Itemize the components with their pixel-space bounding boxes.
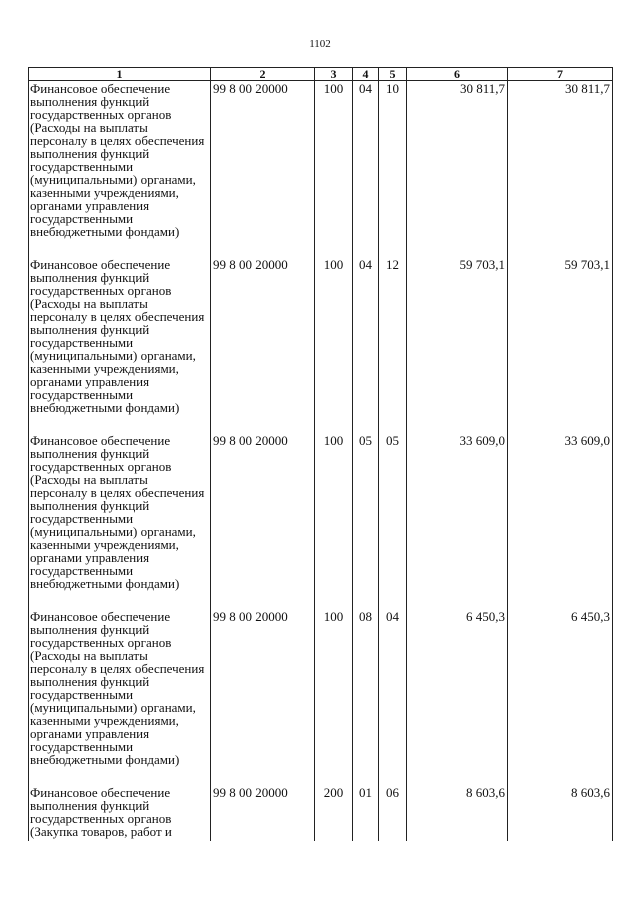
table-row (29, 81, 613, 257)
expense-name: Финансовое обеспечение выполнения функций государственных органов (Расходы на выплаты персоналу в целях обеспечения выполнения функций государственными (муниципальными) органами, казенными учреждениями, органами управления государственными внебюджетными фондами) (29, 433, 211, 609)
amount-col6: 59 703,1 (407, 257, 508, 433)
amount-col7: 8 603,6 (508, 785, 613, 841)
col-header-7: 7 (508, 68, 613, 81)
expense-name: Финансовое обеспечение выполнения функций государственных органов (Расходы на выплаты персоналу в целях обеспечения выполнения функций государственными (муниципальными) органами, казенными учреждениями, органами управления государственными внебюджетными фондами) (29, 257, 211, 433)
header-row (29, 68, 613, 81)
section: 05 (353, 433, 379, 609)
table-row (29, 433, 613, 609)
col-header-3: 3 (315, 68, 353, 81)
section: 08 (353, 609, 379, 785)
amount-col6: 6 450,3 (407, 609, 508, 785)
page-number: 1102 (309, 38, 331, 50)
expense-type: 100 (315, 609, 353, 785)
subsection: 12 (379, 257, 407, 433)
amount-col7: 6 450,3 (508, 609, 613, 785)
subsection: 05 (379, 433, 407, 609)
target-code: 99 8 00 20000 (211, 433, 315, 609)
section: 01 (353, 785, 379, 841)
expense-type: 100 (315, 81, 353, 257)
subsection: 06 (379, 785, 407, 841)
expense-name: Финансовое обеспечение выполнения функций государственных органов (Закупка товаров, работ и (29, 785, 211, 841)
section: 04 (353, 257, 379, 433)
table-row (29, 785, 613, 841)
col-header-4: 4 (353, 68, 379, 81)
amount-col7: 33 609,0 (508, 433, 613, 609)
col-header-2: 2 (211, 68, 315, 81)
amount-col6: 30 811,7 (407, 81, 508, 257)
amount-col6: 8 603,6 (407, 785, 508, 841)
section: 04 (353, 81, 379, 257)
expense-type: 100 (315, 433, 353, 609)
expense-name: Финансовое обеспечение выполнения функций государственных органов (Расходы на выплаты персоналу в целях обеспечения выполнения функций государственными (муниципальными) органами, казенными учреждениями, органами управления государственными внебюджетными фондами) (29, 609, 211, 785)
target-code: 99 8 00 20000 (211, 609, 315, 785)
col-header-5: 5 (379, 68, 407, 81)
expense-name: Финансовое обеспечение выполнения функций государственных органов (Расходы на выплаты персоналу в целях обеспечения выполнения функций государственными (муниципальными) органами, казенными учреждениями, органами управления государственными внебюджетными фондами) (29, 81, 211, 257)
target-code: 99 8 00 20000 (211, 257, 315, 433)
subsection: 04 (379, 609, 407, 785)
subsection: 10 (379, 81, 407, 257)
expense-type: 100 (315, 257, 353, 433)
amount-col7: 59 703,1 (508, 257, 613, 433)
table-row (29, 257, 613, 433)
expense-type: 200 (315, 785, 353, 841)
col-header-6: 6 (407, 68, 508, 81)
table-row (29, 609, 613, 785)
target-code: 99 8 00 20000 (211, 81, 315, 257)
col-header-1: 1 (29, 68, 211, 81)
budget-table (28, 67, 613, 841)
target-code: 99 8 00 20000 (211, 785, 315, 841)
amount-col7: 30 811,7 (508, 81, 613, 257)
amount-col6: 33 609,0 (407, 433, 508, 609)
